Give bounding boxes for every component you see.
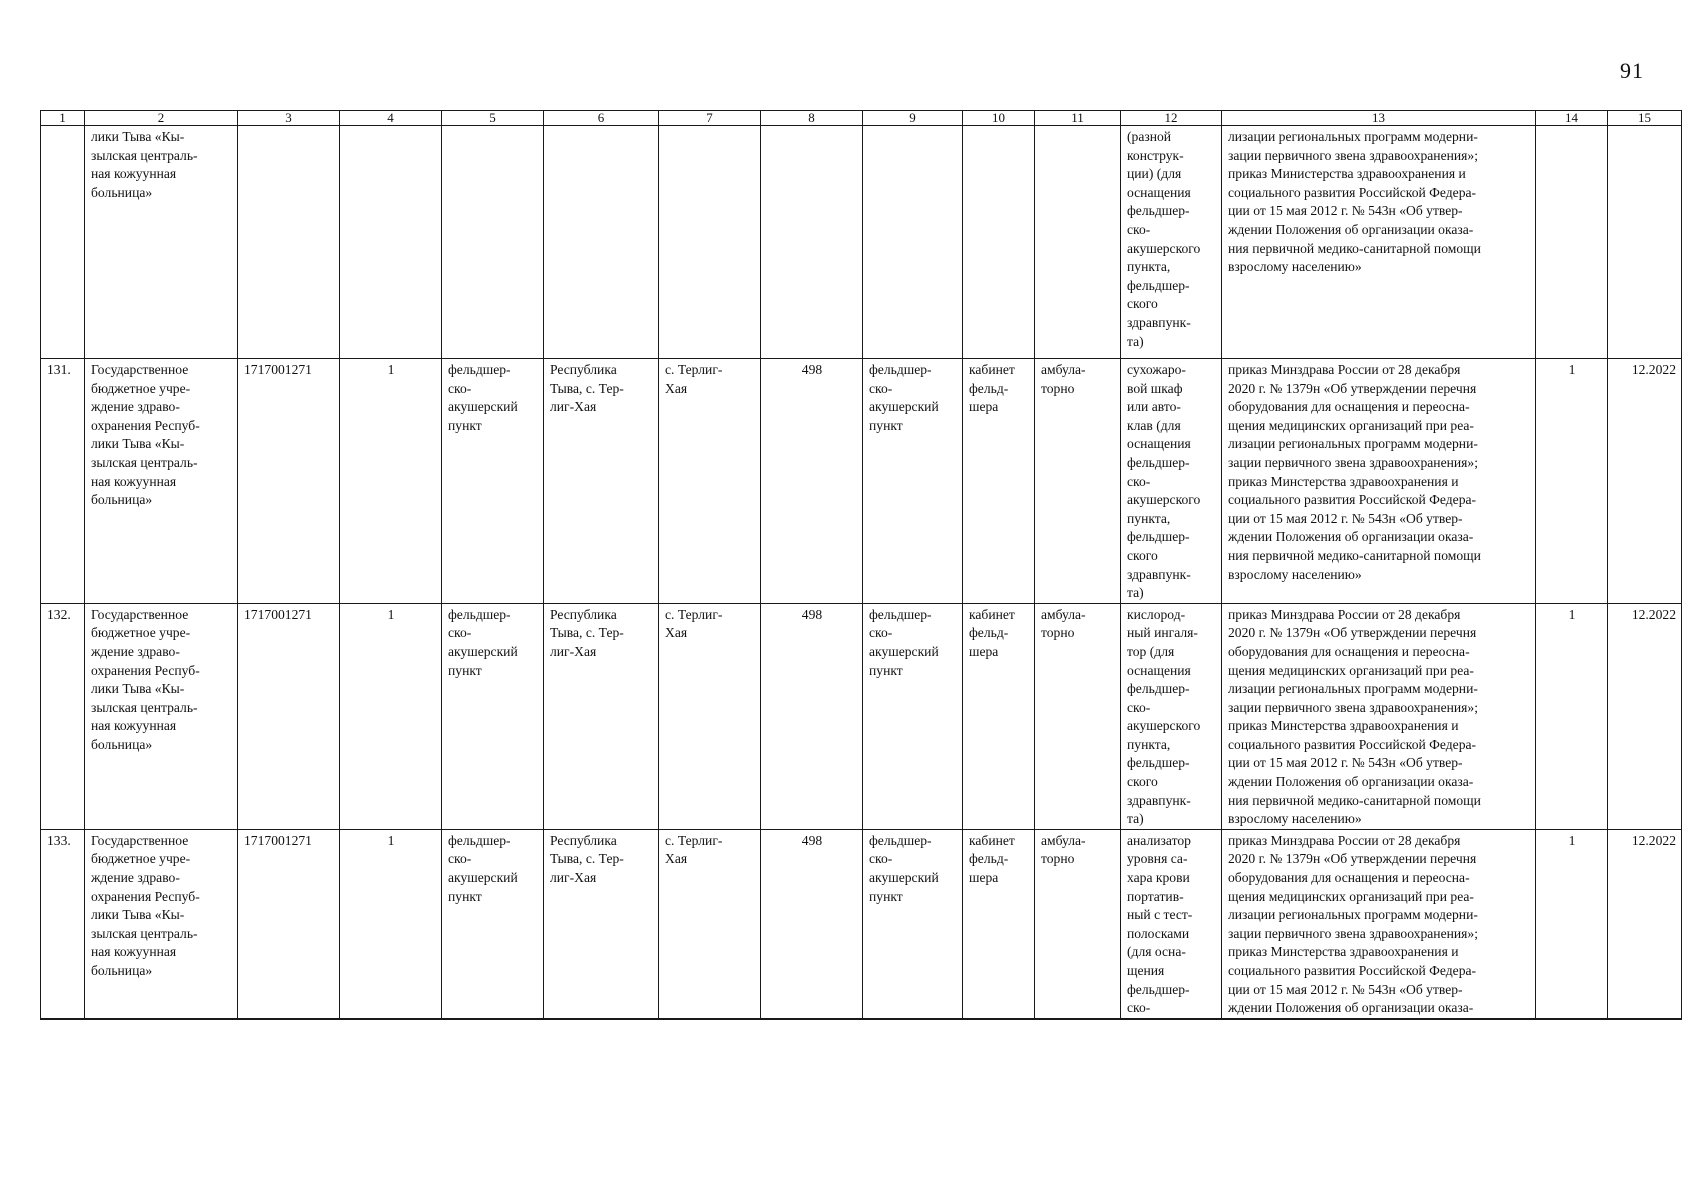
equipment-cell: (разной конструк- ции) (для оснащения фельдшер- ско- акушерского пункта, фельдшер- ского здравпунк- та): [1121, 126, 1222, 359]
column-header: 6: [544, 111, 659, 126]
column-8-cell: 498: [761, 829, 863, 1019]
quantity-cell: 1: [1536, 829, 1608, 1019]
column-header: 5: [442, 111, 544, 126]
column-header: 2: [85, 111, 238, 126]
column-4-cell: 1: [340, 359, 442, 604]
column-8-cell: [761, 126, 863, 359]
unit-type-2-cell: фельдшер- ско- акушерский пункт: [863, 359, 963, 604]
column-header: 7: [659, 111, 761, 126]
column-header: 12: [1121, 111, 1222, 126]
legal-basis-cell: приказ Минздрава России от 28 декабря 2020 г. № 1379н «Об утверждении перечня оборудования для оснащения и переосна- щения медицинских организаций при реа- лизации региональных программ модерни- зации первичного звена здравоохранения»; приказ Минстерства здравоохранения и социального развития Российской Федера- ции от 15 мая 2012 г. № 543н «Об утвер- ждении Положения об организации оказа- ния первичной медико-санитарной помощи взрослому населению»: [1222, 603, 1536, 829]
column-8-cell: 498: [761, 359, 863, 604]
column-4-cell: 1: [340, 603, 442, 829]
column-header: 15: [1608, 111, 1682, 126]
column-header: 4: [340, 111, 442, 126]
care-form-cell: амбула- торно: [1035, 603, 1121, 829]
settlement-cell: с. Терлиг- Хая: [659, 603, 761, 829]
date-cell: [1608, 126, 1682, 359]
legal-basis-cell: приказ Минздрава России от 28 декабря 2020 г. № 1379н «Об утверждении перечня оборудования для оснащения и переосна- щения медицинских организаций при реа- лизации региональных программ модерни- зации первичного звена здравоохранения»; приказ Минстерства здравоохранения и социального развития Российской Федера- ции от 15 мая 2012 г. № 543н «Об утвер- ждении Положения об организации оказа- ния первичной медико-санитарной помощи взрослому населению»: [1222, 359, 1536, 604]
equipment-cell: сухожаро- вой шкаф или авто- клав (для оснащения фельдшер- ско- акушерского пункта, фельдшер- ского здравпунк- та): [1121, 359, 1222, 604]
row-number-cell: [41, 126, 85, 359]
table-row-continuation: [41, 126, 1682, 359]
column-header: 10: [963, 111, 1035, 126]
equipment-table: [40, 110, 1682, 1020]
table-row: [41, 829, 1682, 1019]
unit-type-2-cell: [863, 126, 963, 359]
row-number-cell: 132.: [41, 603, 85, 829]
date-cell: 12.2022: [1608, 603, 1682, 829]
quantity-cell: 1: [1536, 603, 1608, 829]
unit-type-cell: фельдшер- ско- акушерский пункт: [442, 603, 544, 829]
table-row: [41, 603, 1682, 829]
inn-cell: [238, 126, 340, 359]
unit-type-cell: [442, 126, 544, 359]
care-form-cell: амбула- торно: [1035, 359, 1121, 604]
room-cell: [963, 126, 1035, 359]
column-4-cell: 1: [340, 829, 442, 1019]
row-number-cell: 131.: [41, 359, 85, 604]
legal-basis-cell: приказ Минздрава России от 28 декабря 2020 г. № 1379н «Об утверждении перечня оборудования для оснащения и переосна- щения медицинских организаций при реа- лизации региональных программ модерни- зации первичного звена здравоохранения»; приказ Минстерства здравоохранения и социального развития Российской Федера- ции от 15 мая 2012 г. № 543н «Об утвер- ждении Положения об организации оказа-: [1222, 829, 1536, 1019]
column-header: 9: [863, 111, 963, 126]
column-4-cell: [340, 126, 442, 359]
room-cell: кабинет фельд- шера: [963, 359, 1035, 604]
settlement-cell: с. Терлиг- Хая: [659, 829, 761, 1019]
inn-cell: 1717001271: [238, 359, 340, 604]
address-cell: Республика Тыва, с. Тер- лиг-Хая: [544, 603, 659, 829]
row-number-cell: 133.: [41, 829, 85, 1019]
column-header: 14: [1536, 111, 1608, 126]
quantity-cell: [1536, 126, 1608, 359]
address-cell: Республика Тыва, с. Тер- лиг-Хая: [544, 829, 659, 1019]
equipment-cell: кислород- ный ингаля- тор (для оснащения фельдшер- ско- акушерского пункта, фельдшер- ского здравпунк- та): [1121, 603, 1222, 829]
room-cell: кабинет фельд- шера: [963, 603, 1035, 829]
legal-basis-cell: лизации региональных программ модерни- зации первичного звена здравоохранения»; приказ Министерства здравоохранения и социального развития Российской Федера- ции от 15 мая 2012 г. № 543н «Об утвер- ждении Положения об организации оказа- ния первичной медико-санитарной помощи взрослому населению»: [1222, 126, 1536, 359]
column-header: 11: [1035, 111, 1121, 126]
organization-cell: Государственное бюджетное учре- ждение здраво- охранения Респуб- лики Тыва «Кы- зылская централь- ная кожуунная больница»: [85, 603, 238, 829]
unit-type-2-cell: фельдшер- ско- акушерский пункт: [863, 829, 963, 1019]
address-cell: Республика Тыва, с. Тер- лиг-Хая: [544, 359, 659, 604]
care-form-cell: амбула- торно: [1035, 829, 1121, 1019]
column-header: 3: [238, 111, 340, 126]
column-header: 8: [761, 111, 863, 126]
organization-cell: лики Тыва «Кы- зылская централь- ная кожуунная больница»: [85, 126, 238, 359]
unit-type-cell: фельдшер- ско- акушерский пункт: [442, 829, 544, 1019]
room-cell: кабинет фельд- шера: [963, 829, 1035, 1019]
equipment-cell: анализатор уровня са- хара крови портатив- ный с тест- полосками (для осна- щения фельдшер- ско-: [1121, 829, 1222, 1019]
inn-cell: 1717001271: [238, 829, 340, 1019]
date-cell: 12.2022: [1608, 829, 1682, 1019]
unit-type-cell: фельдшер- ско- акушерский пункт: [442, 359, 544, 604]
care-form-cell: [1035, 126, 1121, 359]
column-number-row: [41, 111, 1682, 126]
unit-type-2-cell: фельдшер- ско- акушерский пункт: [863, 603, 963, 829]
organization-cell: Государственное бюджетное учре- ждение здраво- охранения Респуб- лики Тыва «Кы- зылская централь- ная кожуунная больница»: [85, 359, 238, 604]
quantity-cell: 1: [1536, 359, 1608, 604]
page-number: 91: [1620, 58, 1644, 83]
settlement-cell: с. Терлиг- Хая: [659, 359, 761, 604]
date-cell: 12.2022: [1608, 359, 1682, 604]
column-header: 1: [41, 111, 85, 126]
table-row: [41, 359, 1682, 604]
address-cell: [544, 126, 659, 359]
settlement-cell: [659, 126, 761, 359]
inn-cell: 1717001271: [238, 603, 340, 829]
column-header: 13: [1222, 111, 1536, 126]
column-8-cell: 498: [761, 603, 863, 829]
organization-cell: Государственное бюджетное учре- ждение здраво- охранения Респуб- лики Тыва «Кы- зылская централь- ная кожуунная больница»: [85, 829, 238, 1019]
